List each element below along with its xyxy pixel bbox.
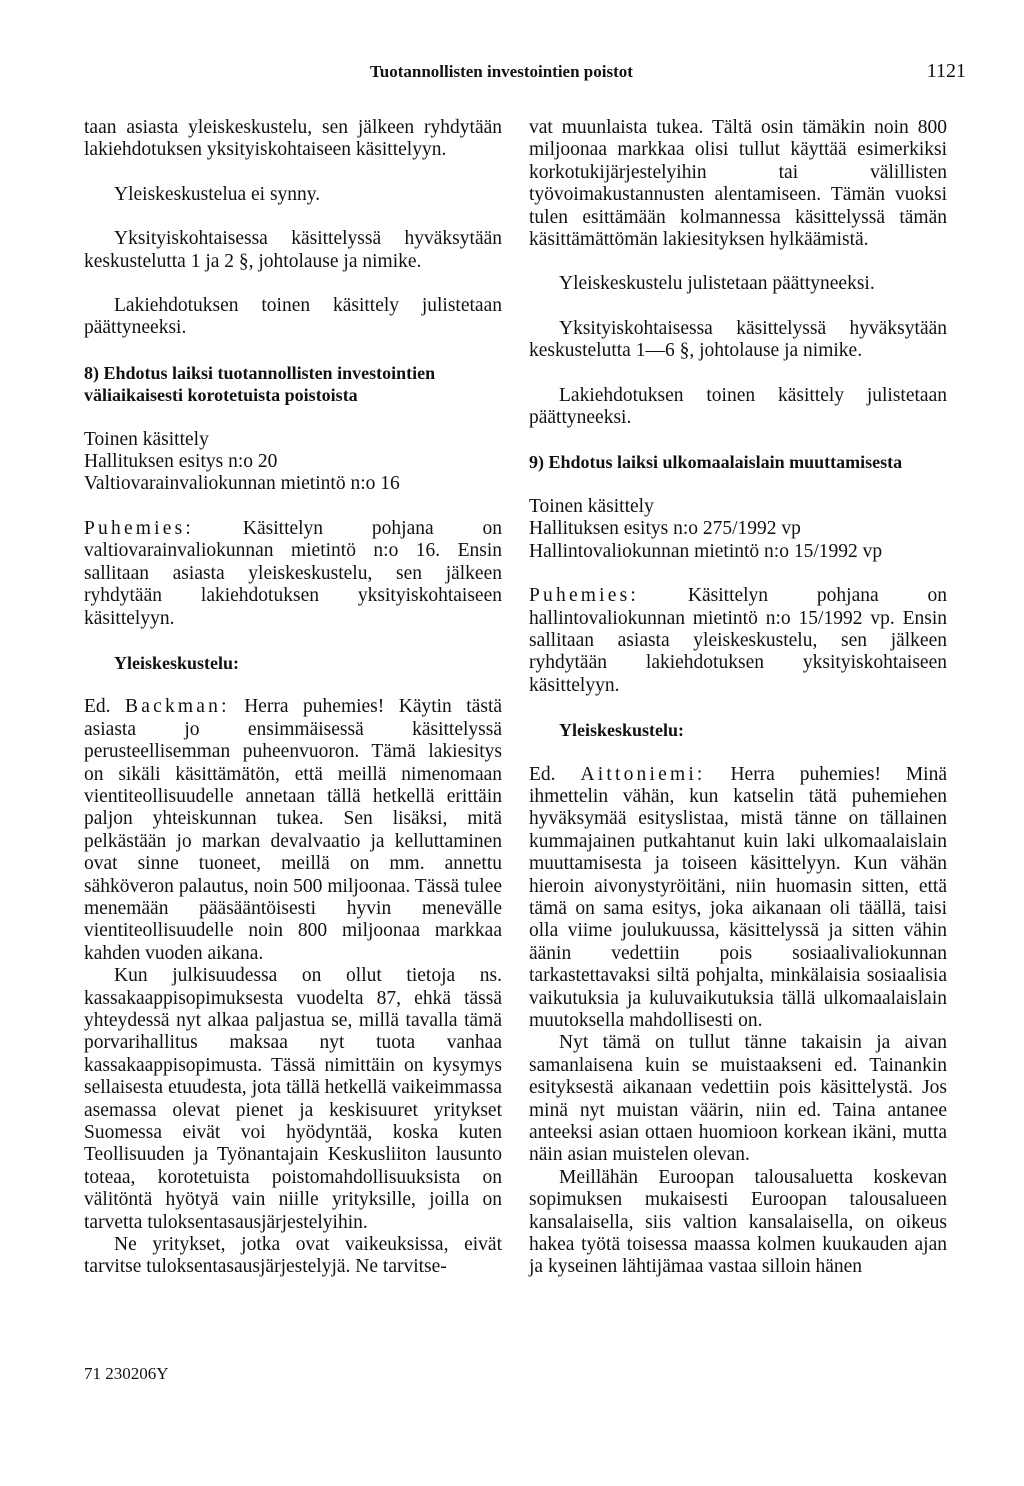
speech-text: Herra puhemies! Minä ihmettelin vähän, kun katselin tätä puhemiehen hyväksymää esityslistaa, mistä tänne on tällainen kummajainen putkahtanut kuin laki ulkomaalaislain muuttamisesta ja toiseen käsittelyyn. Kun vähän hieroin aivonystyröitäni, niin huomasin sitten, että tämä on sama esitys, joka aikanaan oli täällä, taisi olla viime joulukuussa, käsittelyssä ja sitten vähin äänin vedettiin pois sosiaalivaliokunnan tarkastettavaksi siltä pohjalta, minkälaisia sosiaalisia vaikutuksia ja kuluvaikutuksia tällä ulkomaalaislain muutoksella mahdollisesti on. [529,763,947,1031]
paragraph: Ne yritykset, jotka ovat vaikeuksissa, eivät tarvitse tuloksentasausjärjestelyjä. Ne tarvitse- [84,1234,502,1278]
speaker-prefix: Ed. [529,763,556,785]
speaker-paragraph [84,696,502,965]
left-column [84,117,502,1279]
paragraph: taan asiasta yleiskeskustelu, sen jälkeen ryhdytään lakiehdotuksen yksityiskohtaiseen käsittelyyn. [84,117,502,161]
speech-text: Käsittelyn pohjana on valtiovarainvaliokunnan mietintö n:o 16. Ensin sallitaan asiasta yleiskeskustelu, sen jälkeen ryhdytään lakiehdotuksen yksityiskohtaiseen käsittelyyn. [84,517,502,629]
speaker-name: Puhemies: [84,517,195,539]
paragraph: Meillähän Euroopan talousaluetta koskevan sopimuksen mukaisesti Euroopan talousalueen kansalaisella, siis valtion kansalaisella, on oikeus hakea työtä toisessa maassa kolmen kuukauden ajan ja kyseinen lähtijämaa vastaa silloin hänen [529,1166,947,1278]
speaker-paragraph [529,585,947,697]
paragraph: Lakiehdotuksen toinen käsittely julistetaan päättyneeksi. [529,384,947,429]
page-number: 1121 [926,60,966,82]
paragraph: Nyt tämä on tullut tänne takaisin ja aivan samanlaisena kuin se muistaakseni ed. Tainankin esityksestä aikanaan vedettiin pois käsittelystä. Jos minä nyt muistan väärin, niin ed. Taina antanee anteeksi asian ottaen huomioon korkean ikäni, mutta näin asian muistelen olevan. [529,1032,947,1166]
right-column [529,117,947,1279]
speaker-prefix: Ed. [84,696,111,718]
speaker-name: Puhemies: [529,585,640,607]
paragraph: Yksityiskohtaisessa käsittelyssä hyväksytään keskustelutta 1 ja 2 §, johtolause ja nimike. [84,228,502,272]
reading-line: Hallintovaliokunnan mietintö n:o 15/1992 vp [529,540,883,562]
subheading: Yleiskeskustelu: [114,652,240,673]
speech-text: Herra puhemies! Käytin tästä asiasta jo ensimmäisessä käsittelyssä perusteellisemman puheenvuoron. Tämä lakiesitys on sikäli käsittämätön, että meillä nimenomaan vientiteollisuudelle annetaan tällä hetkellä erittäin paljon yhteiskunnan tukea. Sen lisäksi, mitä pelkästään jo markan devalvaatio ja kelluttaminen ovat sinne tuoneet, meillä on mm. annettu sähköveron palautus, noin 500 miljoonaa. Tässä tulee menemään pääsääntöisesti hyvin menevälle vientiteollisuudelle noin 800 miljoonaa markkaa kahden vuoden aikana. [84,696,503,964]
reading-info-8 [84,429,502,496]
reading-line: Toinen käsittely [84,428,209,450]
speaker-paragraph [529,764,947,1033]
footer-print-code: 71 230206Y [84,1364,169,1383]
reading-line: Toinen käsittely [529,495,654,517]
speaker-name: Backman: [125,696,230,718]
section-heading-9: 9) Ehdotus laiksi ulkomaalaislain muuttamisesta [529,452,903,473]
speaker-paragraph [84,518,502,630]
paragraph: Yleiskeskustelu julistetaan päättyneeksi. [559,273,875,295]
reading-line: Valtiovarainvaliokunnan mietintö n:o 16 [84,473,400,495]
subheading: Yleiskeskustelu: [559,720,685,741]
reading-info-9 [529,496,947,563]
section-heading-8: 8) Ehdotus laiksi tuotannollisten investointien väliaikaisesti korotetuista poistoista [84,362,436,406]
paragraph: Lakiehdotuksen toinen käsittely julistetaan päättyneeksi. [84,295,502,339]
paragraph: Yksityiskohtaisessa käsittelyssä hyväksytään keskustelutta 1—6 §, johtolause ja nimike. [529,317,947,362]
running-title: Tuotannollisten investointien poistot [370,62,633,81]
reading-line: Hallituksen esitys n:o 20 [84,451,278,473]
paragraph: Yleiskeskustelua ei synny. [114,183,321,205]
paragraph: Kun julkisuudessa on ollut tietoja ns. kassakaappisopimuksesta vuodelta 87, ehkä tässä yhteydessä nyt alkaa paljastua se, millä tavalla tämä porvarihallitus maksaa nyt tuota vanhaa kassakaappisopimusta. Tässä nimittäin on kysymys sellaisesta etuudesta, jota tällä hetkellä vaikeimmassa asemassa olevat pienet ja keskisuuret yritykset Suomessa eivät voi hyödyntää, koska kuten Teollisuuden ja Työnantajain Keskusliiton lausunto toteaa, korotetuista poistomahdollisuuksista on välitöntä hyötyä vain niille yrityksille, joilla on tarvetta tuloksentasausjärjestelyihin. [84,965,502,1233]
reading-line: Hallituksen esitys n:o 275/1992 vp [529,518,801,540]
speaker-name: Aittoniemi: [580,763,706,785]
paragraph: vat muunlaista tukea. Tältä osin tämäkin noin 800 miljoonaa markkaa olisi tullut käyttää esimerkiksi korkotukijärjestelyihin tai välillisten työvoimakustannusten alentamiseen. Tämän vuoksi tulen esittämään kolmannessa käsittelyssä tämän käsittämättömän lakiesityksen hylkäämistä. [529,117,947,251]
speech-text: Käsittelyn pohjana on hallintovaliokunnan mietintö n:o 15/1992 vp. Ensin sallitaan asiasta yleiskeskustelu, sen jälkeen ryhdytään lakiehdotuksen yksityiskohtaiseen käsittelyyn. [529,585,947,696]
